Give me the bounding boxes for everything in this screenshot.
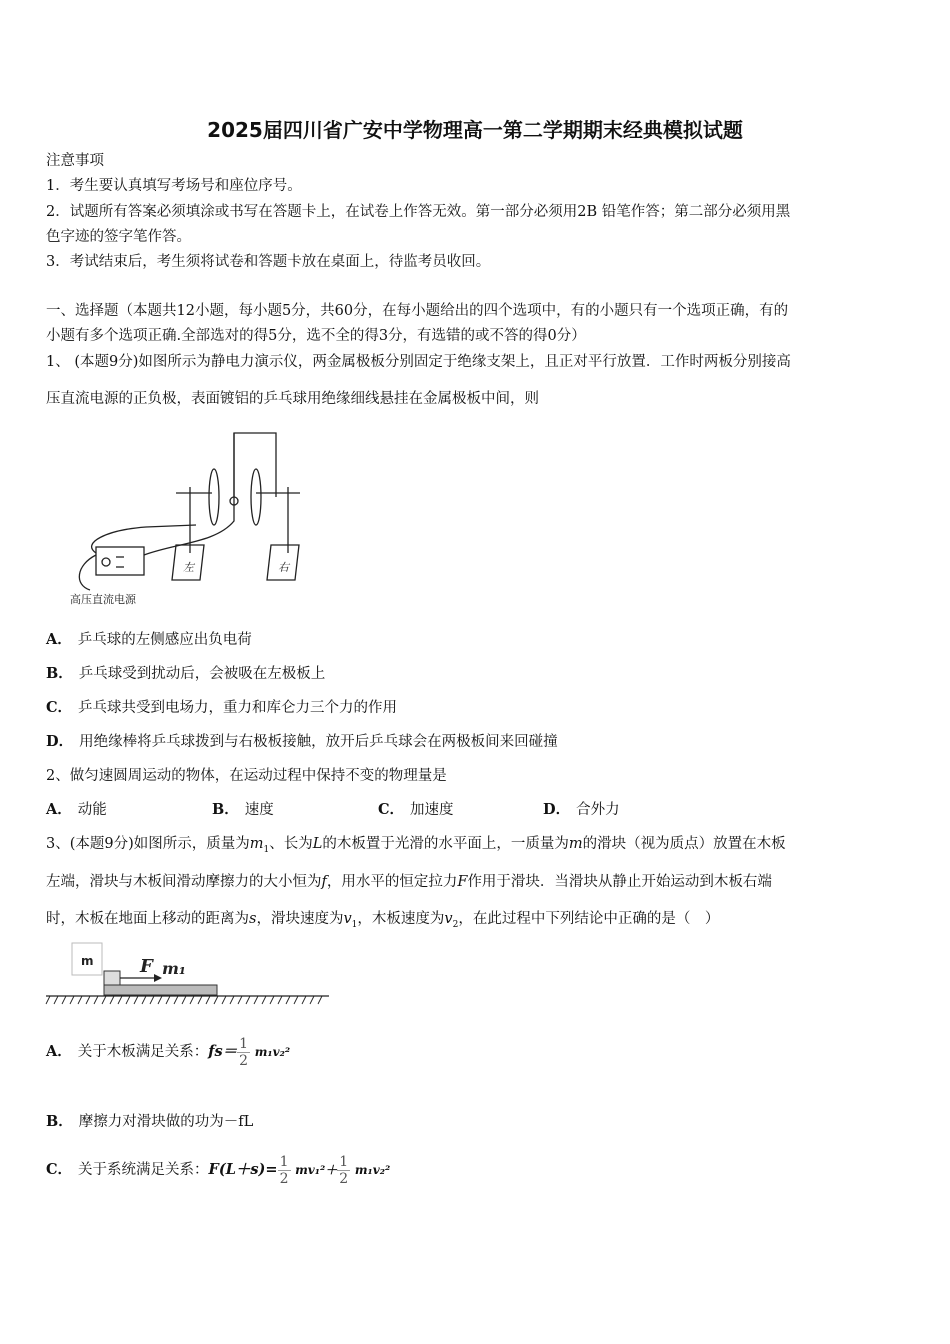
q1-option-b: B． 乒乓球受到扰动后，会被吸在左极板上 [46,665,326,682]
q3-board-label: m₁ [162,959,186,978]
q1-option-a: A． 乒乓球的左侧感应出负电荷 [46,631,252,648]
q3-stem-line-1: 3、(本题9分)如图所示，质量为$m_1$、长为L的木板置于光滑的水平面上，一质量为m的滑块（视为质点）放置在木板 [46,836,786,855]
q1-stem-line-1: 1、 (本题9分)如图所示为静电力演示仪，两金属极板分别固定于绝缘支架上，且正对平行放置．工作时两板分别接高 [46,354,791,370]
q1-electrostatic-figure [66,425,316,610]
q2-option-a: A． 动能 [46,801,107,818]
q1-option-d: D． 用绝缘棒将乒乓球拨到与右极板接触，放开后乒乓球会在两极板间来回碰撞 [46,733,558,750]
q2-stem: 2、做匀速圆周运动的物体，在运动过程中保持不变的物理量是 [46,768,447,784]
q3-block-label: m [81,954,94,968]
q3-option-a: A． 关于木板满足关系：fs＝ $\frac{1}{2}$ m₁v₂² [46,1035,291,1069]
q1-source-label: 高压直流电源 [70,593,136,606]
notice-heading: 注意事项 [46,153,104,169]
q2-option-b: B． 速度 [212,801,274,818]
q1-right-label: 右 [278,561,289,574]
page-title: 2025届四川省广安中学物理高一第二学期期末经典模拟试题 [207,118,743,142]
q3-stem-line-2: 左端，滑块与木板间滑动摩擦力的大小恒为f，用水平的恒定拉力F作用于滑块．当滑块从静止开始运动到木板右端 [46,874,772,890]
q2-option-c: C． 加速度 [378,801,454,818]
q3-board-figure [44,940,334,1010]
q3-option-c: C． 关于系统满足关系：F(L＋s)= $\frac{1}{2}$ mv₁²＋ $\frac{1}{2}$ m₁v₂² [46,1153,391,1187]
q3-force-label: F [140,956,153,977]
q1-left-label: 左 [183,561,194,574]
notice-item-2a: 2．试题所有答案必须填涂或书写在答题卡上，在试卷上作答无效。第一部分必须用2B 铅笔作答；第二部分必须用黑 [46,204,791,220]
notice-item-1: 1．考生要认真填写考场号和座位序号。 [46,178,302,194]
section-1-line-2: 小题有多个选项正确.全部选对的得5分，选不全的得3分，有选错的或不答的得0分） [46,328,586,344]
q2-option-d: D． 合外力 [543,801,620,818]
q1-option-c: C． 乒乓球共受到电场力，重力和库仑力三个力的作用 [46,699,398,716]
notice-item-3: 3．考试结束后，考生须将试卷和答题卡放在桌面上，待监考员收回。 [46,254,491,270]
notice-item-2b: 色字迹的签字笔作答。 [46,229,191,245]
q3-stem-line-3: 时，木板在地面上移动的距离为s，滑块速度为$v_1$，木板速度为$v_2$，在此过程中下列结论中正确的是（ ） [46,911,720,930]
q1-stem-line-2: 压直流电源的正负极，表面镀铝的乒乓球用绝缘细线悬挂在金属极板中间，则 [46,391,539,407]
q3-option-b: B． 摩擦力对滑块做的功为－fL [46,1113,254,1130]
section-1-line-1: 一、选择题（本题共12小题，每小题5分，共60分，在每小题给出的四个选项中，有的小题只有一个选项正确，有的 [46,303,789,319]
